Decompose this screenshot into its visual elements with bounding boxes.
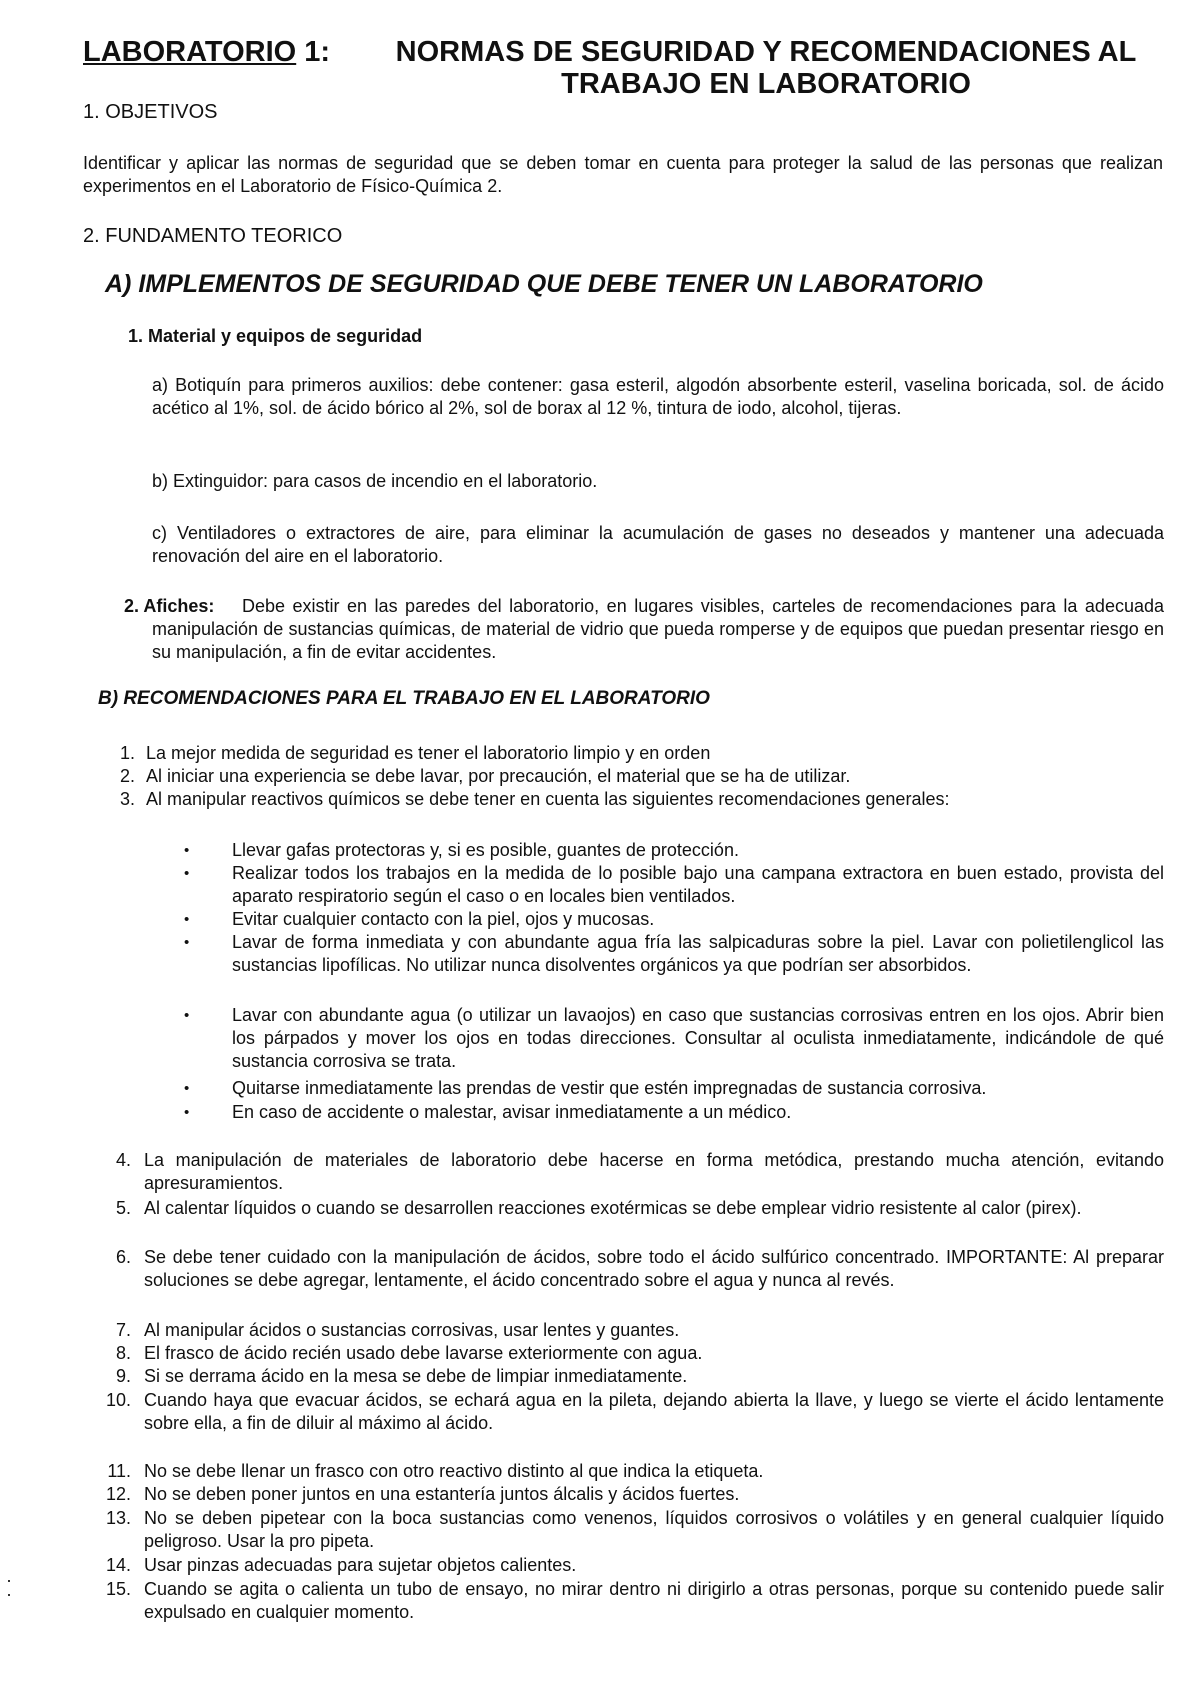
bullet-item: En caso de accidente o malestar, avisar inmediatamente a un médico. [232, 1102, 792, 1122]
scan-speck [8, 1594, 10, 1596]
list-item: Usar pinzas adecuadas para sujetar objetos calientes. [144, 1555, 577, 1575]
list-item: Si se derrama ácido en la mesa se debe de limpiar inmediatamente. [144, 1366, 688, 1386]
item-c-ventiladores: c) Ventiladores o extractores de aire, para eliminar la acumulación de gases no deseados y mantener una adecuada renovación del aire en el laboratorio. [152, 523, 1164, 566]
bullet-icon: • [184, 865, 190, 882]
list-number: 8. [115, 1343, 131, 1363]
section-b-title: B) RECOMENDACIONES PARA EL TRABAJO EN EL LABORATORIO [98, 688, 710, 709]
list-number: 10. [105, 1390, 131, 1410]
scan-speck [8, 1580, 10, 1582]
bullet-item: Quitarse inmediatamente las prendas de vestir que estén impregnadas de sustancia corrosiva. [232, 1078, 987, 1098]
bullet-icon: • [184, 842, 190, 859]
list-item: No se deben pipetear con la boca sustancias como venenos, líquidos corrosivos o volátiles y en general cualquier líquido peligroso. Usar la pro pipeta. [144, 1508, 1164, 1551]
bullet-item: Evitar cualquier contacto con la piel, ojos y mucosas. [232, 909, 655, 929]
bullet-icon: • [184, 1007, 190, 1024]
list-item: Al calentar líquidos o cuando se desarrollen reacciones exotérmicas se debe emplear vidrio resistente al calor (pirex). [144, 1198, 1082, 1218]
list-item: El frasco de ácido recién usado debe lavarse exteriormente con agua. [144, 1343, 703, 1363]
item-a-botiquin: a) Botiquín para primeros auxilios: debe contener: gasa esteril, algodón absorbente esteril, vaselina boricada, sol. de ácido acético al 1%, sol. de ácido bórico al 2%, sol de borax al 12 %, tintura de iodo, alcohol, tijeras. [152, 375, 1164, 418]
title-main: NORMAS DE SEGURIDAD Y RECOMENDACIONES AL TRABAJO EN LABORATORIO [395, 36, 1137, 100]
list-number: 11. [107, 1461, 131, 1481]
fundamento-heading: 2. FUNDAMENTO TEORICO [83, 225, 343, 247]
list-item: La manipulación de materiales de laboratorio debe hacerse en forma metódica, prestando mucha atención, evitando apresuramientos. [144, 1150, 1164, 1193]
material-equipos-heading: 1. Material y equipos de seguridad [128, 326, 423, 346]
list-number: 15. [105, 1579, 131, 1599]
objetivos-text: Identificar y aplicar las normas de seguridad que se deben tomar en cuenta para proteger la salud de las personas que realizan experimentos en el Laboratorio de Físico-Química 2. [83, 153, 1163, 196]
list-item: La mejor medida de seguridad es tener el laboratorio limpio y en orden [146, 743, 711, 763]
list-number: 5. [115, 1198, 131, 1218]
list-number: 14. [105, 1555, 131, 1575]
list-number: 7. [115, 1320, 131, 1340]
list-number: 13. [105, 1508, 131, 1528]
section-a-title: A) IMPLEMENTOS DE SEGURIDAD QUE DEBE TENER UN LABORATORIO [105, 270, 983, 298]
bullet-icon: • [184, 911, 190, 928]
bullet-item: Llevar gafas protectoras y, si es posible, guantes de protección. [232, 840, 739, 860]
list-item: Al manipular reactivos químicos se debe tener en cuenta las siguientes recomendaciones generales: [146, 789, 950, 809]
list-item: No se deben poner juntos en una estantería juntos álcalis y ácidos fuertes. [144, 1484, 740, 1504]
title-lab-number [83, 36, 330, 68]
bullet-item: Lavar con abundante agua (o utilizar un lavaojos) en caso que sustancias corrosivas entren en los ojos. Abrir bien los párpados y mover los ojos en todas direcciones. Consultar al oculista inmediatamente, indicándole de qué sustancia corrosiva se trata. [232, 1005, 1164, 1071]
bullet-item: Realizar todos los trabajos en la medida de lo posible bajo una campana extractora en buen estado, provista del aparato respiratorio según el caso o en locales bien ventilados. [232, 863, 1164, 906]
list-item: Al iniciar una experiencia se debe lavar, por precaución, el material que se ha de utilizar. [146, 766, 851, 786]
list-number: 3. [119, 789, 135, 809]
list-item: Al manipular ácidos o sustancias corrosivas, usar lentes y guantes. [144, 1320, 680, 1340]
list-item: Cuando haya que evacuar ácidos, se echará agua en la pileta, dejando abierta la llave, y luego se vierte el ácido lentamente sobre ella, a fin de diluir al máximo al ácido. [144, 1390, 1164, 1433]
list-item: Cuando se agita o calienta un tubo de ensayo, no mirar dentro ni dirigirlo a otras personas, porque su contenido puede salir expulsado en cualquier momento. [144, 1579, 1164, 1622]
bullet-icon: • [184, 1104, 190, 1121]
list-item: Se debe tener cuidado con la manipulación de ácidos, sobre todo el ácido sulfúrico concentrado. IMPORTANTE: Al preparar soluciones se debe agregar, lentamente, el ácido concentrado sobre el agua y nunca al revés. [144, 1247, 1164, 1290]
item-b-extinguidor: b) Extinguidor: para casos de incendio en el laboratorio. [152, 471, 598, 491]
title-lab: LABORATORIO [83, 36, 297, 68]
list-number: 9. [115, 1366, 131, 1386]
bullet-icon: • [184, 934, 190, 951]
afiches-text: Debe existir en las paredes del laboratorio, en lugares visibles, carteles de recomendaciones para la adecuada manipulación de sustancias químicas, de material de vidrio que pueda romperse y de equipos que puedan presentar riesgo en su manipulación, a fin de evitar accidentes. [152, 596, 1164, 662]
title-number: 1: [304, 36, 331, 68]
list-number: 2. [119, 766, 135, 786]
objetivos-heading: 1. OBJETIVOS [83, 101, 218, 123]
list-number: 1. [119, 743, 135, 763]
list-item: No se debe llenar un frasco con otro reactivo distinto al que indica la etiqueta. [144, 1461, 764, 1481]
bullet-item: Lavar de forma inmediata y con abundante agua fría las salpicaduras sobre la piel. Lavar con polietilenglicol las sustancias lipofílicas. No utilizar nunca disolventes orgánicos ya que podrían ser absorbidos. [232, 932, 1164, 975]
list-number: 6. [115, 1247, 131, 1267]
list-number: 4. [115, 1150, 131, 1170]
list-number: 12. [105, 1484, 131, 1504]
afiches-label: 2. Afiches: [124, 596, 215, 616]
bullet-icon: • [184, 1080, 190, 1097]
